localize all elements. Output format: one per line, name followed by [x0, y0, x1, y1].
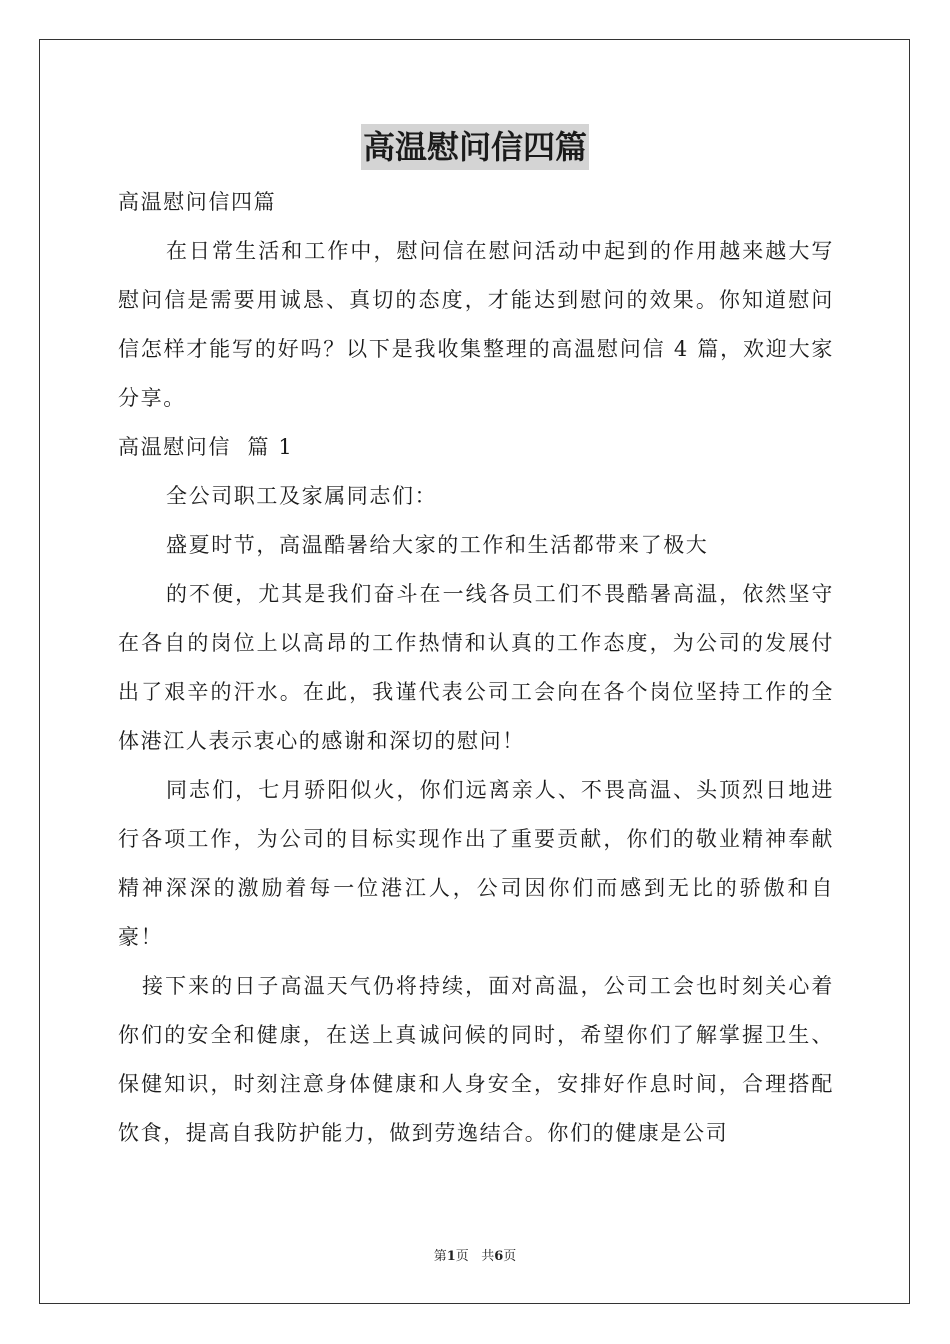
title-container: [0, 124, 950, 170]
section-heading: 高温慰问信 篇 1: [118, 435, 294, 459]
page-prefix: 第: [433, 1249, 447, 1264]
subtitle-line: 高温慰问信四篇: [118, 190, 277, 214]
body-paragraph: 同志们，七月骄阳似火，你们远离亲人、不畏高温、头顶烈日地进行各项工作，为公司的目标实现作出了重要贡献，你们的敬业精神奉献精神深深的激励着每一位港江人，公司因你们而感到无比的骄傲和自豪！: [118, 778, 834, 949]
document-body: [118, 178, 834, 1158]
page-suffix: 页: [455, 1249, 469, 1264]
current-page-number: 1: [446, 1249, 456, 1264]
total-page-number: 6: [494, 1249, 504, 1264]
intro-paragraph: 在日常生活和工作中，慰问信在慰问活动中起到的作用越来越大写慰问信是需要用诚恳、真切的态度，才能达到慰问的效果。你知道慰问信怎样才能写的好吗？以下是我收集整理的高温慰问信 4 篇，欢迎大家分享。: [118, 239, 834, 410]
document-title: 高温慰问信四篇: [361, 124, 589, 170]
total-prefix: 共: [481, 1249, 495, 1264]
total-suffix: 页: [503, 1249, 517, 1264]
page-footer: [0, 1248, 950, 1266]
body-paragraph: 的不便，尤其是我们奋斗在一线各员工们不畏酷暑高温，依然坚守在各自的岗位上以高昂的工作热情和认真的工作态度，为公司的发展付出了艰辛的汗水。在此，我谨代表公司工会向在各个岗位坚持工作的全体港江人表示衷心的感谢和深切的慰问！: [118, 582, 834, 753]
body-paragraph: 盛夏时节，高温酷暑给大家的工作和生活都带来了极大: [166, 533, 709, 557]
body-paragraph: 接下来的日子高温天气仍将持续，面对高温，公司工会也时刻关心着你们的安全和健康，在送上真诚问候的同时，希望你们了解掌握卫生、保健知识，时刻注意身体健康和人身安全，安排好作息时间，合理搭配饮食，提高自我防护能力，做到劳逸结合。你们的健康是公司: [118, 974, 834, 1145]
salutation: 全公司职工及家属同志们：: [166, 484, 438, 508]
